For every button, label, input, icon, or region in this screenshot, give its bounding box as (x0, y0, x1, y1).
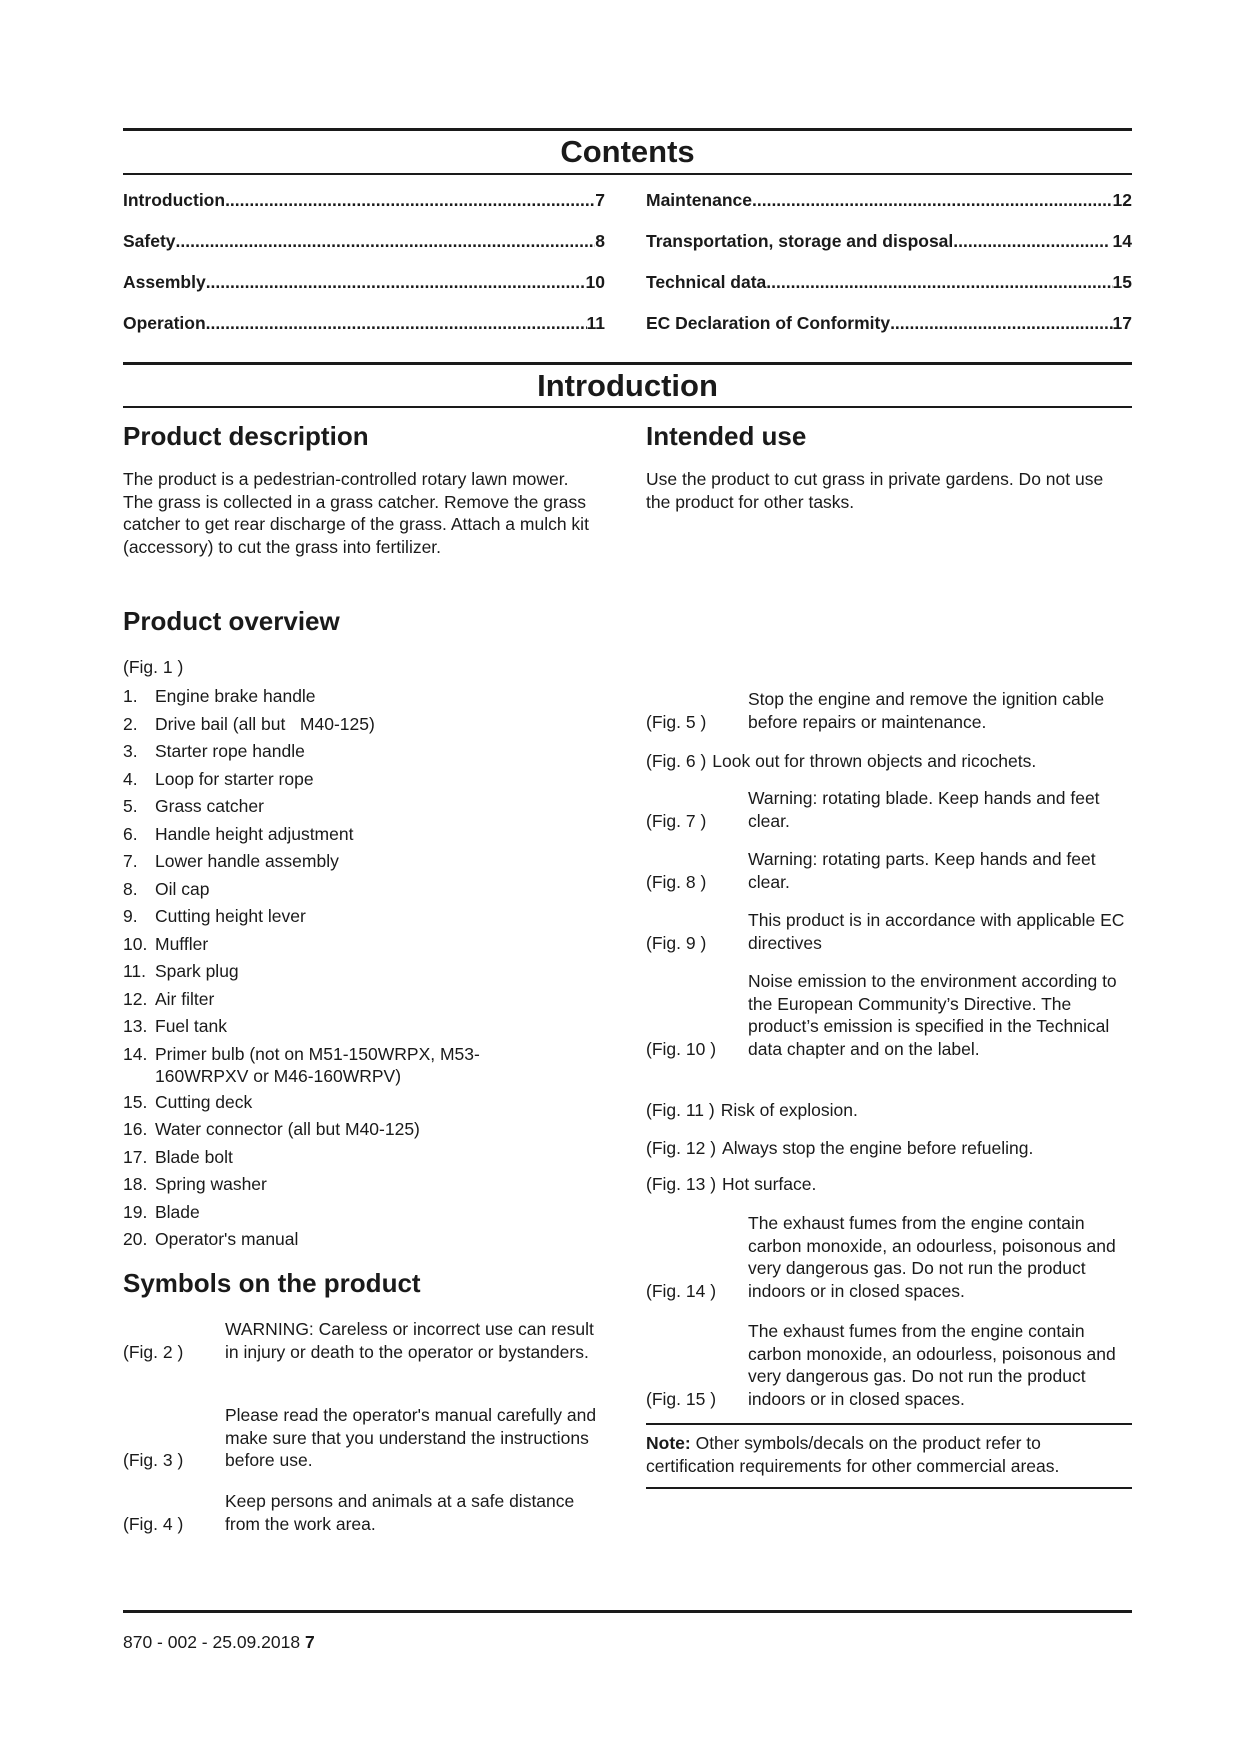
symbol-fig-4: (Fig. 4 ) Keep persons and animals at a safe distance from the work area. (123, 1491, 575, 1534)
list-item: 4. Loop for starter rope (123, 768, 314, 789)
symbol-fig-9: (Fig. 9 ) This product is in accordance with applicable EC directives (646, 910, 1125, 953)
contents-bottom-rule (123, 173, 1132, 175)
symbol-fig-7: (Fig. 7 ) Warning: rotating blade. Keep hands and feet clear. (646, 788, 1100, 831)
list-item: 11. Spark plug (123, 961, 239, 981)
toc-entry-introduction[interactable]: Introduction ..... 7 (123, 189, 605, 211)
list-item: 19. Blade (123, 1201, 200, 1222)
toc-entry-safety[interactable]: Safety ..... 8 (123, 230, 605, 252)
introduction-bottom-rule (123, 406, 1132, 408)
list-item: 3. Starter rope handle (123, 741, 305, 761)
symbol-fig-2: (Fig. 2 ) WARNING: Careless or incorrect use can result in injury or death to the operator or bystanders. (123, 1319, 594, 1362)
product-overview-fig-ref: (Fig. 1 ) (123, 657, 184, 677)
product-description-text: The product is a pedestrian-controlled rotary lawn mower. The grass is collected in a grass catcher. Remove the grass catcher to get rear discharge of the grass. Attach a mulch kit (accessory) to cut the grass into fertilizer. (123, 469, 589, 557)
symbol-fig-10: (Fig. 10 ) Noise emission to the environment according to the European Community’s Directive. The product’s emission is specified in the Technical data chapter and on the label. (646, 971, 1117, 1059)
symbol-fig-11: (Fig. 11 ) Risk of explosion. (646, 1100, 858, 1120)
symbol-fig-8: (Fig. 8 ) Warning: rotating parts. Keep hands and feet clear. (646, 849, 1096, 892)
symbol-fig-3: (Fig. 3 ) Please read the operator's manual carefully and make sure that you understand the instructions before use. (123, 1405, 597, 1470)
list-item: 10. Muffler (123, 933, 209, 954)
toc-entry-maintenance[interactable]: Maintenance ..... 12 (646, 189, 1132, 211)
list-item: 20. Operator's manual (123, 1229, 299, 1249)
list-item: 1. Engine brake handle (123, 686, 316, 706)
list-item: 18. Spring washer (123, 1174, 267, 1194)
product-description-heading: Product description (123, 421, 369, 451)
list-item: 2. Drive bail (all but M40-125) (123, 713, 375, 734)
symbol-fig-14: (Fig. 14 ) The exhaust fumes from the engine contain carbon monoxide, an odourless, poisonous and very dangerous gas. Do not run the product indoors or in closed spaces. (646, 1213, 1116, 1301)
toc-entry-technical-data[interactable]: Technical data ..... 15 (646, 271, 1132, 293)
list-item: 17. Blade bolt (123, 1146, 233, 1167)
symbol-fig-5: (Fig. 5 ) Stop the engine and remove the ignition cable before repairs or maintenance. (646, 689, 1105, 732)
contents-title: Contents (560, 134, 695, 169)
list-item: 15. Cutting deck (123, 1091, 253, 1112)
list-item: 12. Air filter (123, 988, 215, 1009)
page-number: 7 (304, 1632, 315, 1652)
list-item: 7. Lower handle assembly (123, 851, 339, 871)
introduction-top-rule (123, 362, 1132, 365)
contents-top-rule (123, 128, 1132, 131)
note-top-rule (646, 1423, 1132, 1425)
product-overview-heading: Product overview (123, 606, 340, 636)
toc-entry-ec-declaration[interactable]: EC Declaration of Conformity ..... 17 (646, 312, 1132, 334)
note: Note: Other symbols/decals on the product refer to certification requirements for other commercial areas. (646, 1433, 1060, 1476)
intended-use-text: Use the product to cut grass in private gardens. Do not use the product for other tasks. (646, 469, 1104, 512)
intended-use-heading: Intended use (646, 421, 807, 451)
symbol-fig-15: (Fig. 15 ) The exhaust fumes from the engine contain carbon monoxide, an odourless, poisonous and very dangerous gas. Do not run the product indoors or in closed spaces. (646, 1321, 1116, 1409)
list-item: 13. Fuel tank (123, 1016, 227, 1036)
symbol-fig-6: (Fig. 6 ) Look out for thrown objects and ricochets. (646, 751, 1037, 771)
symbol-fig-12: (Fig. 12 ) Always stop the engine before refueling. (646, 1138, 1034, 1158)
list-item: 9. Cutting height lever (123, 906, 306, 926)
introduction-title: Introduction (537, 368, 718, 403)
list-item: 14. Primer bulb (not on M51-150WRPX, M53-160WRPXV or M46-160WRPV) (123, 1043, 480, 1086)
product-overview-list (123, 685, 623, 1256)
list-item: 6. Handle height adjustment (123, 823, 354, 844)
toc-entry-operation[interactable]: Operation ..... 11 (123, 312, 605, 334)
footer: 870 - 002 - 25.09.2018 7 (123, 1632, 315, 1652)
note-bottom-rule (646, 1487, 1132, 1489)
symbol-fig-13: (Fig. 13 ) Hot surface. (646, 1174, 817, 1194)
list-item: 5. Grass catcher (123, 796, 264, 816)
toc-entry-assembly[interactable]: Assembly ..... 10 (123, 271, 605, 293)
list-item: 8. Oil cap (123, 878, 210, 899)
symbols-heading: Symbols on the product (123, 1268, 421, 1298)
toc-entry-transportation[interactable]: Transportation, storage and disposal ..... 14 (646, 230, 1132, 252)
list-item: 16. Water connector (all but M40-125) (123, 1119, 420, 1139)
footer-rule (123, 1610, 1132, 1613)
